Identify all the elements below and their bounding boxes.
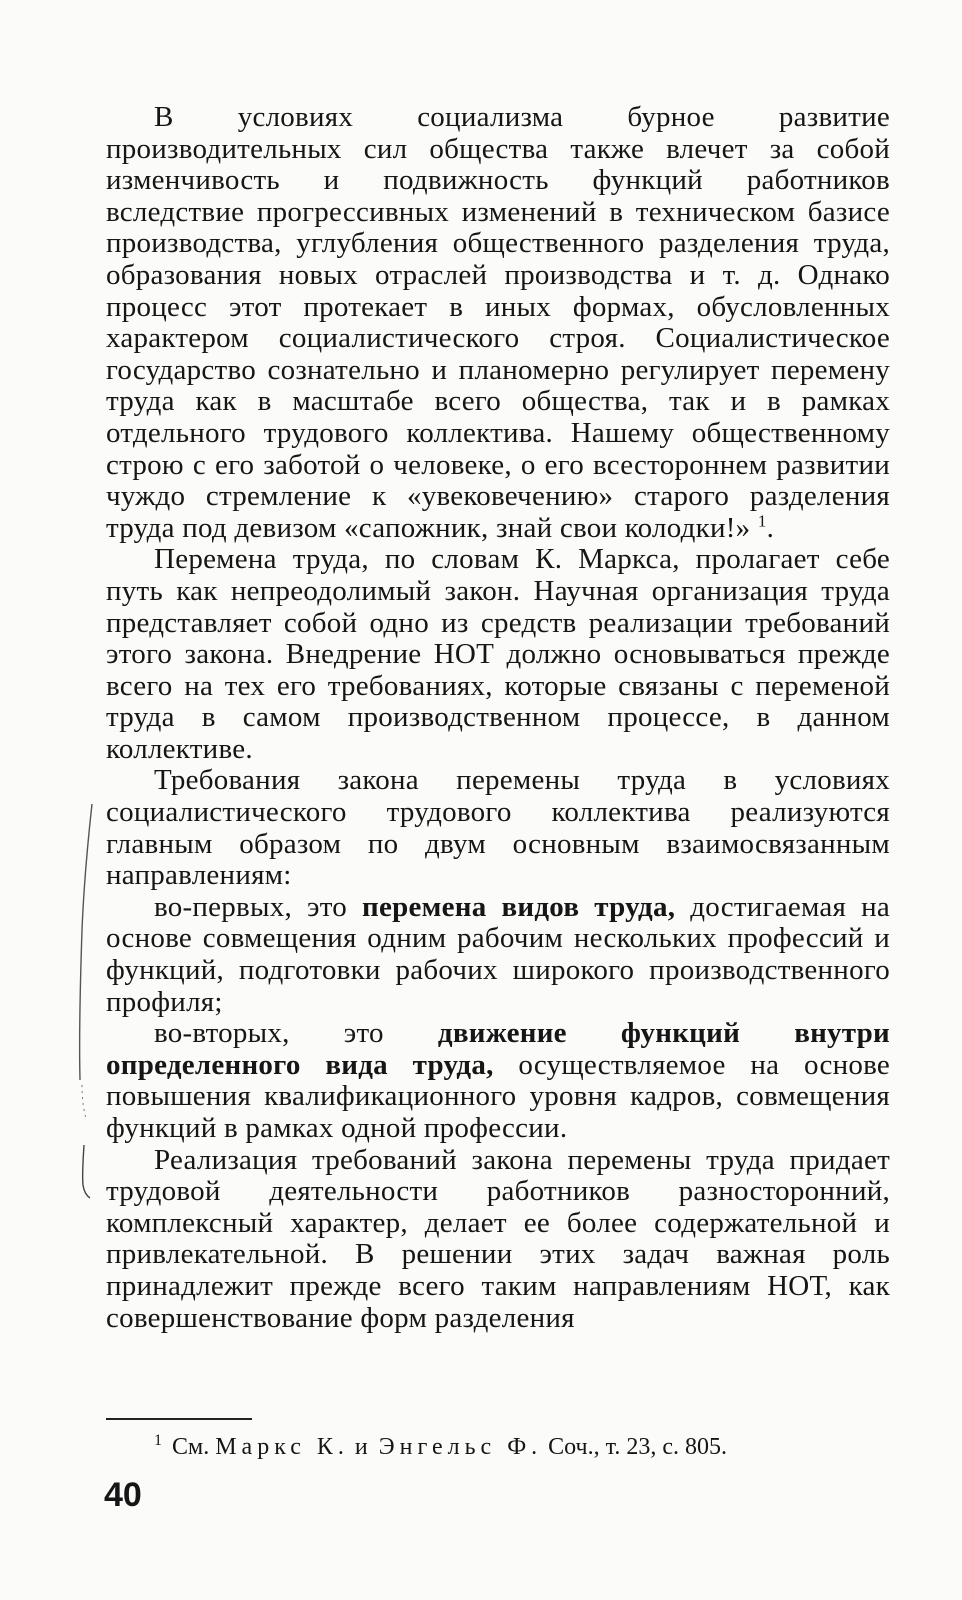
paragraph-4-start: во-первых, это [154, 890, 363, 923]
paragraph-4-end: достигаемая на основе совмещения одним рабочим нескольких профессий и функций, подготовки рабочих широкого производственного профиля; [106, 890, 890, 1018]
paragraph-5-start: во-вторых, это [154, 1017, 438, 1050]
paragraph-4-emphasis: перемена видов труда, [362, 890, 676, 923]
footnote-divider [106, 1418, 252, 1420]
margin-pencil-line [70, 800, 100, 1200]
page-number: 40 [104, 1476, 142, 1514]
paragraph-1 [106, 102, 890, 544]
paragraph-1-text: В условиях социализма бурное развитие производительных сил общества также влечет за собой изменчивость и подвижность функций работников вследствие прогрессивных изменений в техническом базисе производства, углубления общественного разделения труда, образования новых отраслей производства и т. д. Однако процесс этот протекает в иных формах, обусловленных характером социалистического строя. Социалистическое государство сознательно и планомерно регулирует перемену труда как в масштабе всего общества, так и в рамках отдельного трудового коллектива. Нашему общественному строю с его заботой о человеке, о его всестороннем развитии чуждо стремление к «увековечению» старого разделения труда под девизом «сапожник, знай свои колодки!» [106, 101, 890, 544]
body-text [106, 102, 890, 1334]
paragraph-1-end: . [766, 511, 775, 544]
footnote-reference[interactable]: 1 [757, 511, 767, 531]
footnote-and: и [354, 1434, 373, 1460]
paragraph-3: Требования закона перемены труда в условиях социалистического трудового коллектива реализуются главным образом по двум основным взаимосвязанным направлениям: [106, 764, 890, 892]
paragraph-2: Перемена труда, по словам К. Маркса, пролагает себе путь как непреодолимый закон. Научная организация труда представляет собой одно из средств реализации требований этого закона. Внедрение НОТ должно основываться прежде всего на тех его требованиях, которые связаны с переменой труда в самом производственном процессе, в данном коллективе. [106, 543, 890, 765]
footnote [106, 1432, 890, 1462]
paragraph-5 [106, 1018, 890, 1144]
footnote-number: 1 [154, 1432, 162, 1449]
footnote-source: Соч., т. 23, с. 805. [548, 1434, 727, 1460]
paragraph-5-emphasis: движение функций внутри определенного вида труда, [106, 1017, 890, 1081]
footnote-author-2: Энгельс Ф. [378, 1434, 543, 1460]
footnote-author-1: Маркс К. [215, 1434, 349, 1460]
paragraph-5-end: осуществляемое на основе повышения квалификационного уровня кадров, совмещения функций в рамках одной профессии. [106, 1048, 890, 1144]
paragraph-6: Реализация требований закона перемены труда придает трудовой деятельности работников разносторонний, комплексный характер, делает ее более содержательной и привлекательной. В решении этих задач важная роль принадлежит прежде всего таким направлениям НОТ, как совершенствование форм разделения [106, 1143, 890, 1334]
paragraph-4 [106, 892, 890, 1018]
footnote-see: См. [172, 1434, 210, 1460]
